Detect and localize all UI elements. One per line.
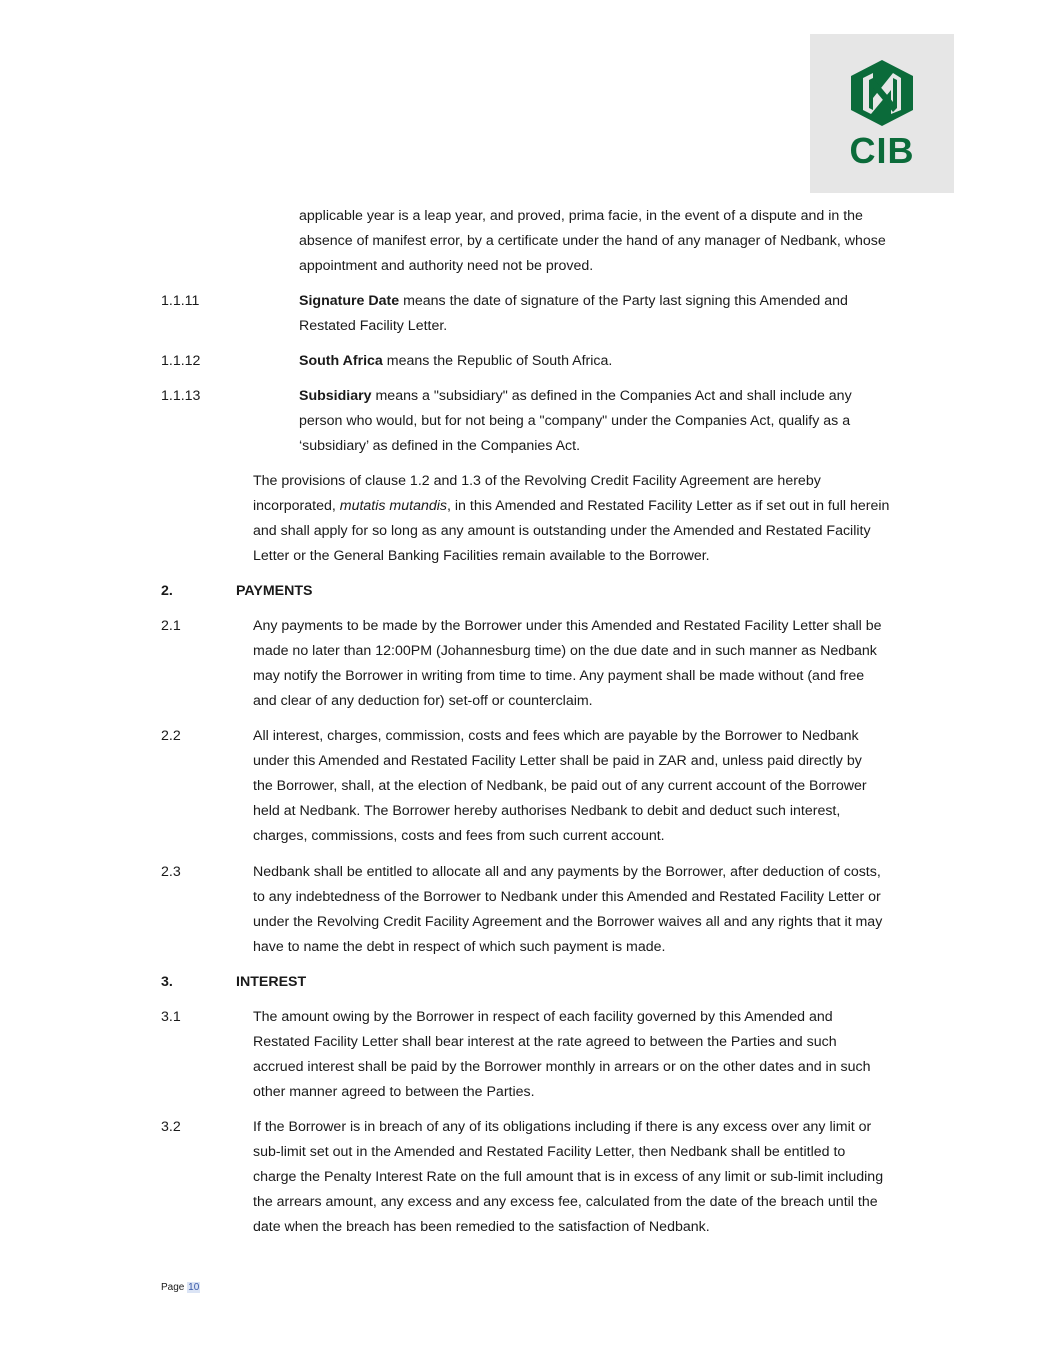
clause-number: 1.1.12 xyxy=(161,353,201,369)
provisions-paragraph: The provisions of clause 1.2 and 1.3 of the Revolving Credit Facility Agreement are hereby incorporated, mutatis mutandis, in this Amended and Restated Facility Letter as if set out in full herein and shall apply for so long as any amount is outstanding under the Amended and Restated Facility Letter or the General Banking Facilities remain available to the Borrower. xyxy=(253,473,890,564)
clause-2-2: All interest, charges, commission, costs and fees which are payable by the Borrower to Nedbank under this Amended and Restated Facility Letter shall be paid in ZAR and, unless paid directly by the Borrower, shall, at the election of Nedbank, be paid out of any current account of the Borrower held at Nedbank. The Borrower hereby authorises Nedbank to debit and deduct such interest, charges, commissions, costs and fees from such current account. xyxy=(253,728,867,844)
page-label: Page xyxy=(161,1282,188,1293)
company-logo xyxy=(810,34,954,193)
nedbank-n-logo-icon xyxy=(847,58,917,128)
section-number: 3. xyxy=(161,974,173,990)
section-number: 2. xyxy=(161,583,173,599)
definition-south-africa: South Africa means the Republic of South Africa. xyxy=(299,353,613,369)
clause-number: 2.2 xyxy=(161,728,181,744)
clause-2-3: Nedbank shall be entitled to allocate all and any payments by the Borrower, after deduction of costs, to any indebtedness of the Borrower to Nedbank under this Amended and Restated Facility Letter or under the Revolving Credit Facility Agreement and the Borrower waives all and any rights that it may have to name the debt in respect of which such payment is made. xyxy=(253,864,883,955)
clause-2-1: Any payments to be made by the Borrower under this Amended and Restated Facility Letter shall be made no later than 12:00PM (Johannesburg time) on the due date and in such manner as Nedbank may notify the Borrower in writing from time to time. Any payment shall be made without (and free and clear of any deduction for) set-off or counterclaim. xyxy=(253,618,882,709)
definition-subsidiary: Subsidiary means a "subsidiary" as defined in the Companies Act and shall include any person who would, but for not being a "company" under the Companies Act, qualify as a ‘subsidiary’ as defined in the Companies Act. xyxy=(299,388,852,454)
definition-signature-date: Signature Date means the date of signature of the Party last signing this Amended and Restated Facility Letter. xyxy=(299,293,848,334)
clause-number: 3.2 xyxy=(161,1119,181,1135)
clause-number: 3.1 xyxy=(161,1009,181,1025)
clause-3-2: If the Borrower is in breach of any of its obligations including if there is any excess over any limit or sub-limit set out in the Amended and Restated Facility Letter, then Nedbank shall be entitled to charge the Penalty Interest Rate on the full amount that is in excess of any limit or sub-limit including the arrears amount, any excess and any excess fee, calculated from the date of the breach until the date when the breach has been remedied to the satisfaction of Nedbank. xyxy=(253,1119,884,1235)
logo-text: CIB xyxy=(849,130,915,171)
page-footer xyxy=(161,1282,200,1293)
section-heading-payments: PAYMENTS xyxy=(236,583,313,599)
clause-3-1: The amount owing by the Borrower in respect of each facility governed by this Amended and Restated Facility Letter shall bear interest at the rate agreed to between the Parties and such accrued interest shall be paid by the Borrower monthly in arrears or on the other dates and in such other manner agreed to between the Parties. xyxy=(253,1009,871,1100)
section-heading-interest: INTEREST xyxy=(236,974,307,990)
clause-number: 2.3 xyxy=(161,864,181,880)
clause-number: 2.1 xyxy=(161,618,181,634)
continuation-paragraph: applicable year is a leap year, and proved, prima facie, in the event of a dispute and in the absence of manifest error, by a certificate under the hand of any manager of Nedbank, whose appointment and authority need not be proved. xyxy=(299,208,886,274)
clause-number: 1.1.11 xyxy=(161,293,200,309)
page-number: 10 xyxy=(188,1282,200,1293)
clause-number: 1.1.13 xyxy=(161,388,201,404)
